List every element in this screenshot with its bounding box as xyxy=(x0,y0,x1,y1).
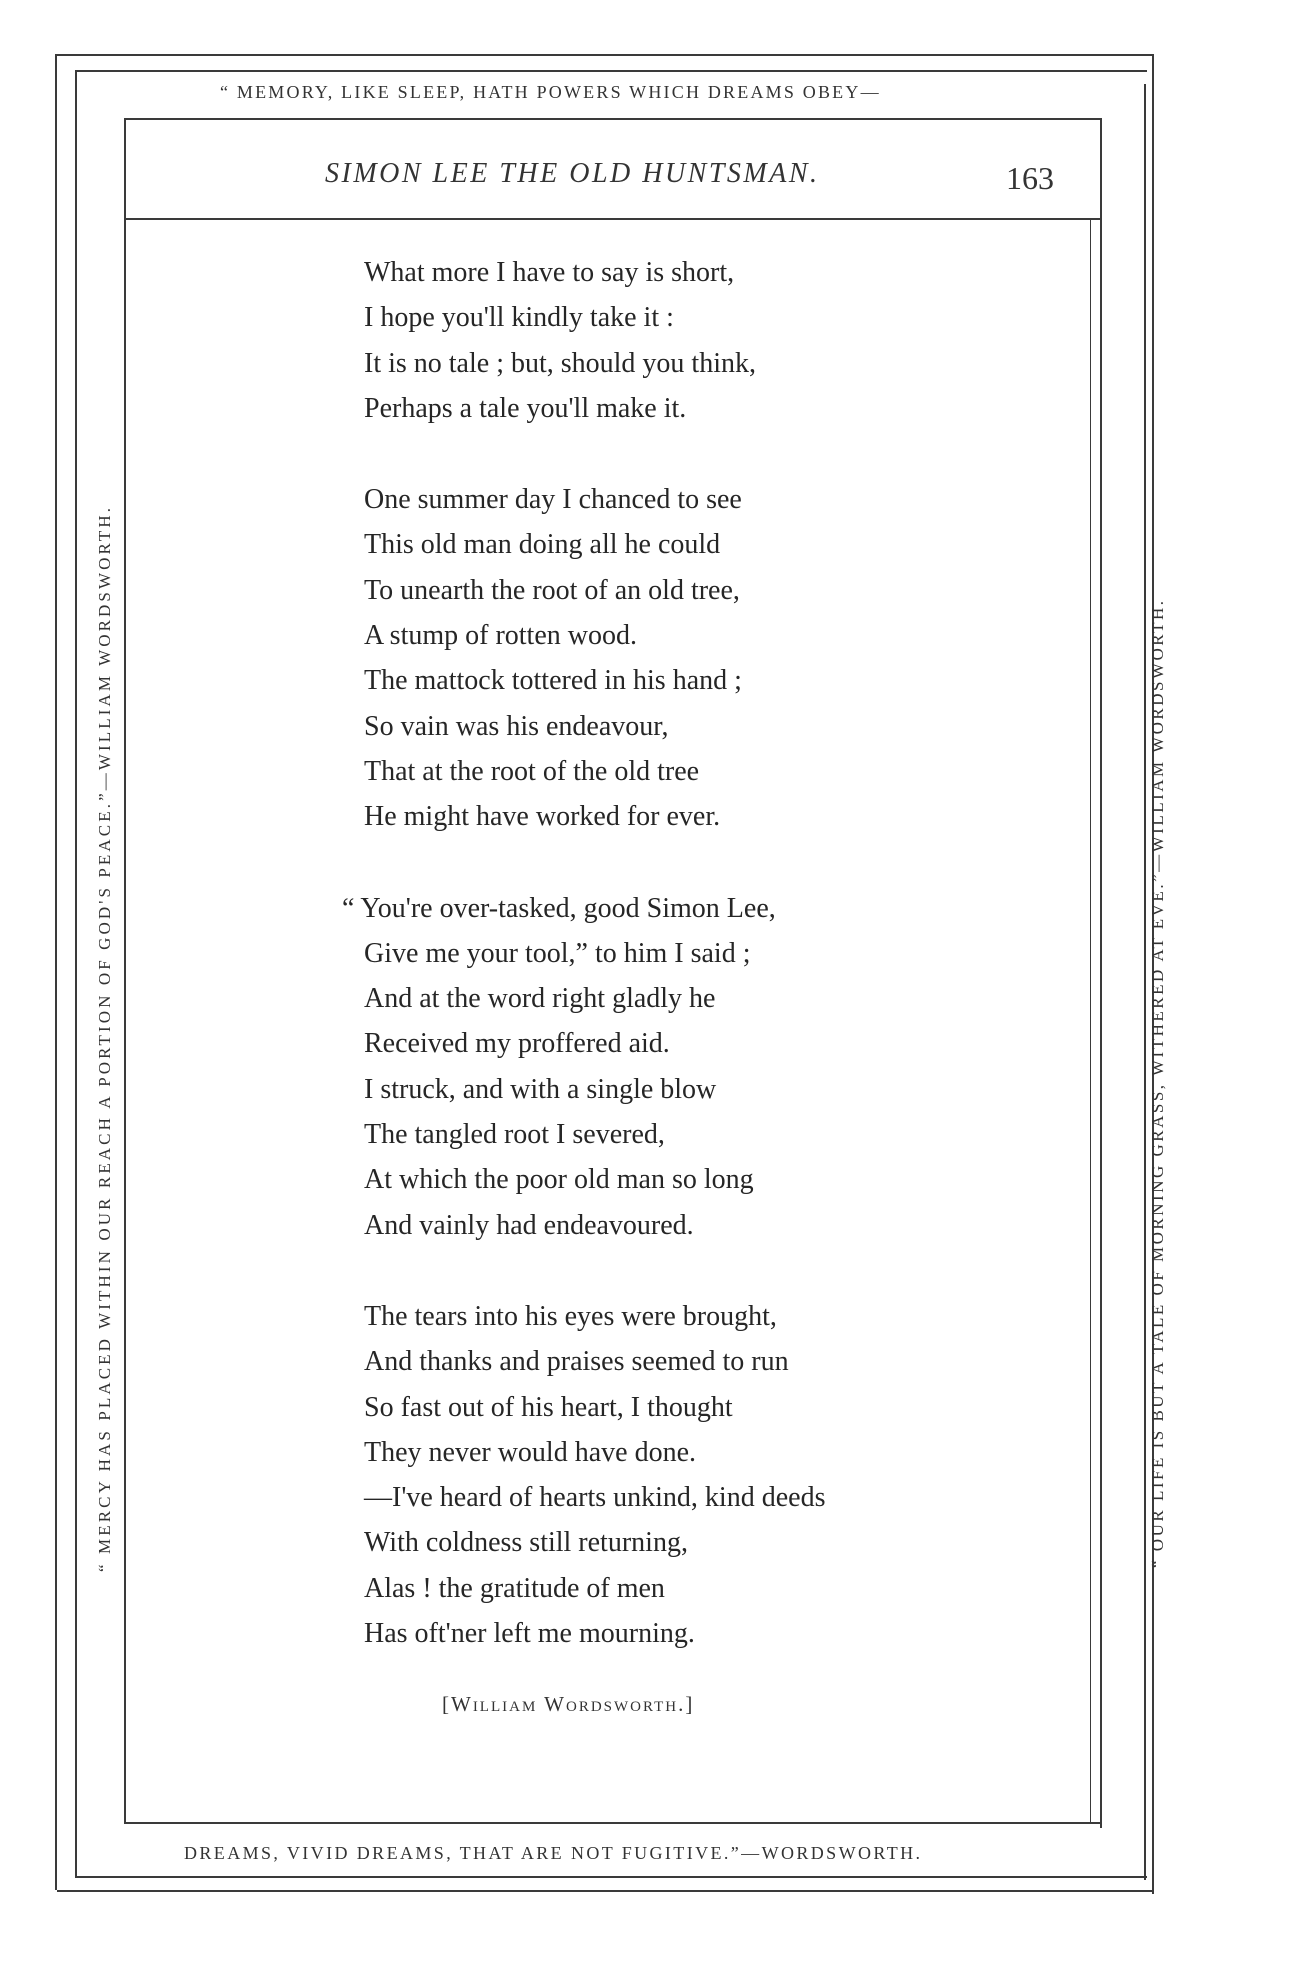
border-quote-right: “ OUR LIFE IS BUT A TALE OF MORNING GRASS, WITHERED AT EVE.”—WILLIAM WORDSWORTH. xyxy=(1148,598,1167,1568)
frame-bottom-line xyxy=(57,1890,1152,1892)
box-right-line xyxy=(1100,118,1102,1828)
stanza xyxy=(364,1294,1064,1656)
poem-line: Alas ! the gratitude of men xyxy=(364,1572,665,1604)
poem-line: At which the poor old man so long xyxy=(364,1164,754,1196)
poem-line: The tangled root I severed, xyxy=(364,1119,665,1151)
poem-line: The tears into his eyes were brought, xyxy=(364,1300,777,1332)
page-number: 163 xyxy=(1006,160,1054,196)
poem-line: Received my proffered aid. xyxy=(364,1028,670,1060)
frame-inner-bottom-line xyxy=(75,1876,1147,1878)
header-rule xyxy=(126,218,1101,220)
poem-line: —I've heard of hearts unkind, kind deeds xyxy=(364,1482,826,1514)
poem-line: With coldness still returning, xyxy=(364,1527,688,1559)
poem-line: This old man doing all he could xyxy=(364,529,721,561)
poem-line: A stump of rotten wood. xyxy=(364,620,637,652)
author-attribution: [William Wordsworth.] xyxy=(442,1692,695,1716)
poem-line: So vain was his endeavour, xyxy=(364,710,669,742)
poem-line: And at the word right gladly he xyxy=(364,983,716,1015)
poem-line: The mattock tottered in his hand ; xyxy=(364,665,742,697)
poem-line: It is no tale ; but, should you think, xyxy=(364,347,756,379)
running-title: SIMON LEE THE OLD HUNTSMAN. xyxy=(325,158,820,189)
poem-line: I struck, and with a single blow xyxy=(364,1073,717,1105)
border-quote-top: “ MEMORY, LIKE SLEEP, HATH POWERS WHICH DREAMS OBEY— xyxy=(220,82,881,102)
frame-left-line xyxy=(55,54,57,1890)
poem-line: To unearth the root of an old tree, xyxy=(364,574,740,606)
poem-line: Perhaps a tale you'll make it. xyxy=(364,392,687,424)
poem-line: What more I have to say is short, xyxy=(364,257,735,288)
box-inner-right-line xyxy=(1090,220,1091,1823)
border-quote-left: “ MERCY HAS PLACED WITHIN OUR REACH A PORTION OF GOD'S PEACE.”—WILLIAM WORDSWORTH. xyxy=(95,504,114,1572)
poem-line: He might have worked for ever. xyxy=(364,801,721,833)
poem-line: So fast out of his heart, I thought xyxy=(364,1391,733,1423)
stanza xyxy=(342,886,1064,1248)
frame-inner-top-line xyxy=(75,70,1147,72)
stanza xyxy=(364,477,1064,839)
poem-line: I hope you'll kindly take it : xyxy=(364,302,674,334)
poem-line: Has oft'ner left me mourning. xyxy=(364,1618,695,1650)
frame-inner-right-line xyxy=(1144,84,1146,1880)
poem-body xyxy=(342,250,1064,1702)
poem-line: They never would have done. xyxy=(364,1436,696,1468)
frame-top-line xyxy=(57,54,1152,56)
stanza xyxy=(364,250,1064,431)
box-left-line xyxy=(124,118,126,1823)
poem-line: One summer day I chanced to see xyxy=(364,484,742,516)
box-top-line xyxy=(124,118,1102,120)
box-bottom-line xyxy=(124,1822,1100,1824)
poem-line: And thanks and praises seemed to run xyxy=(364,1346,789,1378)
poem-line: And vainly had endeavoured. xyxy=(364,1209,694,1241)
poem-line: That at the root of the old tree xyxy=(364,755,700,787)
frame-inner-left-line xyxy=(75,70,77,1877)
border-quote-bottom: DREAMS, VIVID DREAMS, THAT ARE NOT FUGITIVE.”—WORDSWORTH. xyxy=(184,1843,923,1863)
poem-line: “ You're over-tasked, good Simon Lee, xyxy=(342,892,776,924)
poem-line: Give me your tool,” to him I said ; xyxy=(364,937,751,969)
